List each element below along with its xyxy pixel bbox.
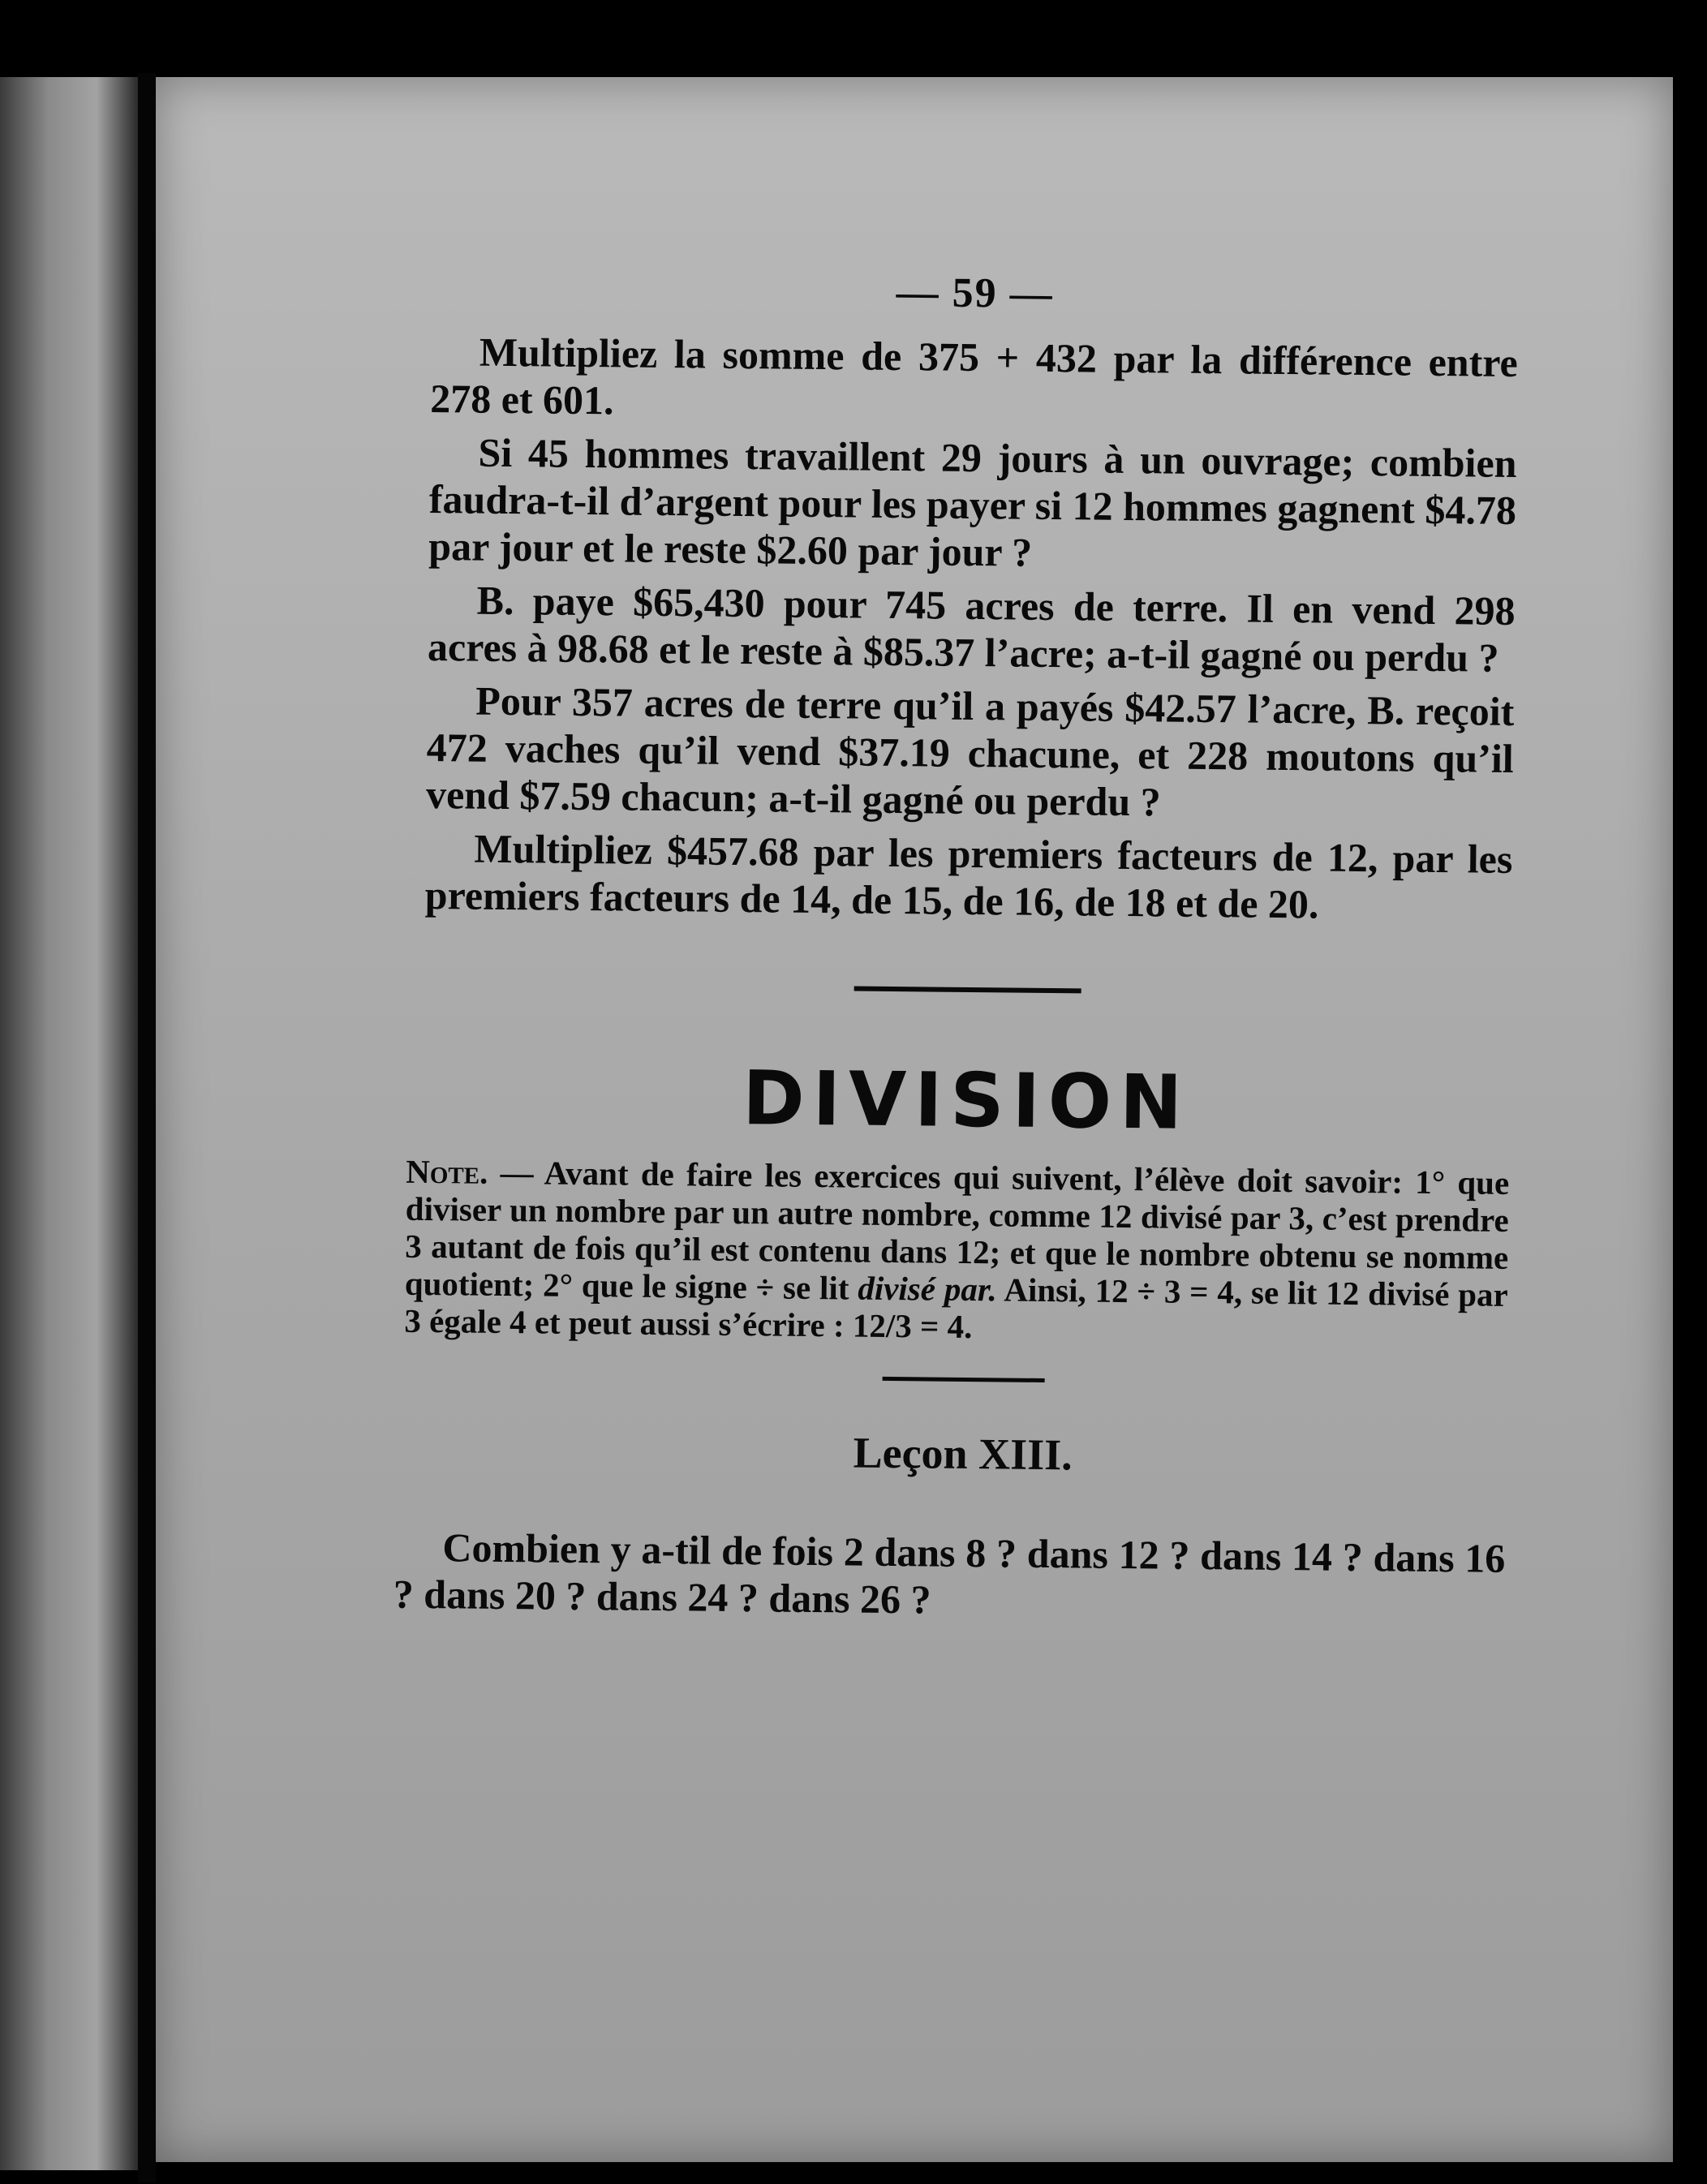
note-tail: Ainsi, 12 ÷ 3 = 4, se lit 12 divisé par 3 égale 4 et peut aussi s’écrire : 12/3 = 4. xyxy=(404,1270,1509,1346)
facing-page-edge xyxy=(0,77,138,2170)
section-title: DIVISION xyxy=(742,1055,1191,1146)
exercise-paragraph: Multipliez $457.68 par les premiers facteurs de 12, par les premiers facteurs de 14, de 15, de 16, de 18 et de 20. xyxy=(424,825,1513,927)
exercise-paragraph: Pour 357 acres de terre qu’il a payés $42.57 l’acre, B. reçoit 472 vaches qu’il vend $37.19 chacune, et 228 moutons qu’il vend $7.59 chacun; a-t-il gagné ou perdu ? xyxy=(425,677,1515,825)
lesson-title: Leçon XIII. xyxy=(853,1428,1073,1480)
page-number: — 59 — xyxy=(896,269,1054,318)
note-lead: Note. xyxy=(406,1152,488,1191)
exercise-paragraph: Multipliez la somme de 375 + 432 par la différence entre 278 et 601. xyxy=(429,329,1519,423)
note-divider xyxy=(883,1377,1045,1382)
page-text xyxy=(393,264,1519,1629)
section-divider xyxy=(854,987,1081,994)
note-italic: divisé par. xyxy=(858,1269,998,1309)
book-gutter xyxy=(138,73,156,2182)
exercise-paragraph: Si 45 hommes travaillent 29 jours à un ouvrage; combien faudra-t-il d’argent pour les payer si 12 hommes gagnent $4.78 par jour et le reste $2.60 par jour ? xyxy=(428,429,1517,575)
lesson-exercise: Combien y a-til de fois 2 dans 8 ? dans 12 ? dans 14 ? dans 16 ? dans 20 ? dans 24 ? dans 26 ? xyxy=(393,1524,1506,1623)
book-page xyxy=(156,77,1673,2162)
note-body: — Avant de faire les exercices qui suivent, l’élève doit savoir: 1° que diviser un nombre par un autre nombre, comme 12 divisé par 3, c’est prendre 3 autant de fois qu’il est contenu dans 12; et que le nombre obtenu se nomme quotient; 2° que le signe ÷ se lit xyxy=(404,1153,1510,1307)
note-paragraph xyxy=(404,1153,1509,1351)
exercise-paragraph: B. paye $65,430 pour 745 acres de terre. Il en vend 298 acres à 98.68 et le reste à $85.37 l’acre; a-t-il gagné ou perdu ? xyxy=(427,577,1516,681)
